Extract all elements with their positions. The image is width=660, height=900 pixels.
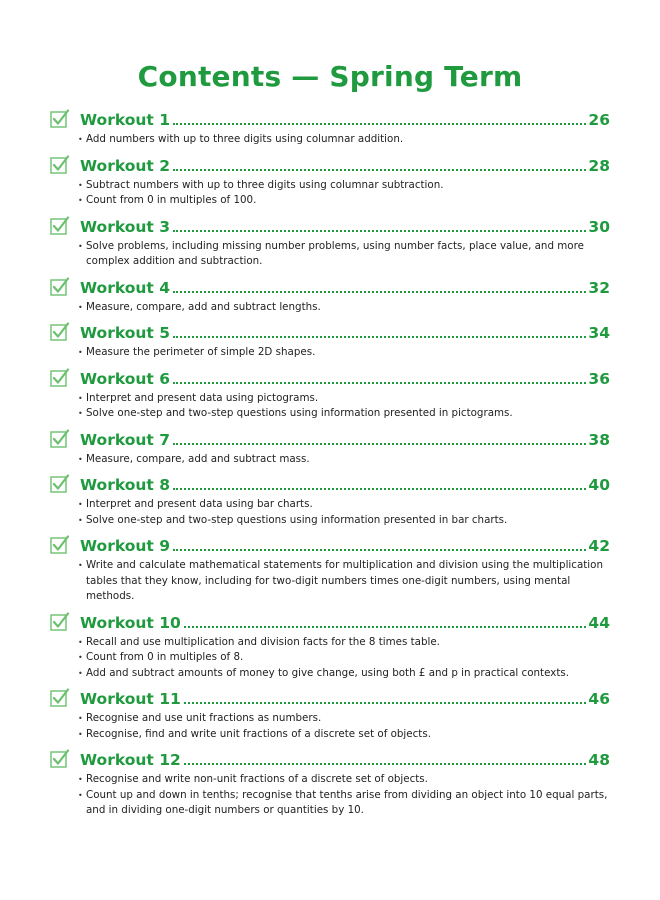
page-number: 32 (588, 278, 610, 297)
checkbox-tick-icon (50, 155, 68, 173)
checkbox-tick-icon (50, 429, 68, 447)
workout-title: Workout 8 (80, 476, 171, 494)
checkbox-tick-icon (50, 474, 68, 492)
objective-item: • Recognise and use unit fractions as numbers. (78, 711, 610, 727)
entry-heading-row (50, 154, 610, 176)
contents-list (50, 108, 610, 825)
workout-title: Workout 7 (80, 430, 171, 449)
objective-item: • Interpret and present data using pictograms. (78, 391, 610, 407)
workout-title: Workout 10 (80, 613, 181, 632)
checkbox-tick-icon (50, 535, 68, 553)
workout-title: Workout 6 (80, 369, 171, 388)
objectives-list (78, 635, 610, 682)
objectives-list (78, 345, 610, 361)
objective-item: • Write and calculate mathematical statements for multiplication and division using the multiplication tables that they know, including for two-digit numbers times one-digit numbers, using mental methods. (78, 558, 610, 605)
objective-item: • Measure the perimeter of simple 2D shapes. (78, 345, 610, 361)
objectives-list (78, 132, 610, 148)
entry-heading-row (50, 534, 610, 556)
objective-item: • Measure, compare, add and subtract lengths. (78, 300, 610, 316)
objective-item: • Subtract numbers with up to three digits using columnar subtraction. (78, 178, 610, 194)
entry-heading-row (50, 215, 610, 237)
workout-title: Workout 11 (80, 690, 181, 708)
page-title: Contents — Spring Term (137, 60, 523, 93)
workout-title: Workout 9 (80, 537, 171, 555)
checkbox-tick-icon (50, 322, 68, 340)
checkbox-tick-icon (50, 749, 68, 767)
dot-leader (173, 548, 586, 551)
dot-leader (173, 335, 586, 338)
dot-leader (173, 487, 586, 490)
checkbox-tick-icon (50, 612, 68, 630)
objectives-list (78, 178, 610, 209)
dot-leader (173, 442, 586, 445)
workout-title: Workout 1 (80, 111, 171, 129)
objective-item: • Add and subtract amounts of money to give change, using both £ and p in practical contexts. (78, 666, 610, 682)
objective-item: • Solve problems, including missing number problems, using number facts, place value, and more complex addition and subtraction. (78, 239, 610, 270)
dot-leader (173, 381, 586, 384)
objectives-list (78, 497, 610, 528)
page-number: 26 (588, 111, 610, 129)
page-number: 30 (588, 217, 610, 236)
objective-item: • Count up and down in tenths; recognise that tenths arise from dividing an object into 10 equal parts, and in dividing one-digit numbers or quantities by 10. (78, 788, 610, 819)
objective-item: • Add numbers with up to three digits using columnar addition. (78, 132, 610, 148)
dot-leader (184, 701, 587, 704)
objective-item: • Recognise, find and write unit fractions of a discrete set of objects. (78, 727, 610, 743)
dot-leader (184, 762, 587, 765)
contents-entry (50, 154, 610, 209)
objective-item: • Solve one-step and two-step questions using information presented in pictograms. (78, 406, 610, 422)
contents-entry (50, 534, 610, 605)
contents-entry (50, 428, 610, 468)
workout-title: Workout 5 (80, 324, 171, 342)
objectives-list (78, 772, 610, 819)
entry-heading-row (50, 748, 610, 770)
workout-title: Workout 3 (80, 217, 171, 236)
workout-title: Workout 2 (80, 156, 171, 175)
objective-item: • Solve one-step and two-step questions using information presented in bar charts. (78, 513, 610, 529)
entry-heading-row (50, 473, 610, 495)
workout-title: Workout 12 (80, 751, 181, 769)
page-number: 28 (588, 156, 610, 175)
contents-entry (50, 611, 610, 682)
page-number: 48 (588, 751, 610, 769)
contents-entry (50, 321, 610, 361)
checkbox-tick-icon (50, 109, 68, 127)
contents-entry (50, 276, 610, 316)
objective-item: • Recall and use multiplication and division facts for the 8 times table. (78, 635, 610, 651)
objectives-list (78, 558, 610, 605)
page-number: 34 (588, 324, 610, 342)
page-number: 38 (588, 430, 610, 449)
entry-heading-row (50, 321, 610, 343)
objectives-list (78, 300, 610, 316)
checkbox-tick-icon (50, 216, 68, 234)
objective-item: • Count from 0 in multiples of 8. (78, 650, 610, 666)
contents-entry (50, 748, 610, 819)
checkbox-tick-icon (50, 277, 68, 295)
dot-leader (184, 625, 587, 628)
checkbox-tick-icon (50, 688, 68, 706)
page-number: 40 (588, 476, 610, 494)
page-number: 44 (588, 613, 610, 632)
page-number: 36 (588, 369, 610, 388)
contents-entry (50, 367, 610, 422)
dot-leader (173, 122, 586, 125)
objectives-list (78, 391, 610, 422)
objective-item: • Interpret and present data using bar charts. (78, 497, 610, 513)
dot-leader (173, 229, 586, 232)
entry-heading-row (50, 687, 610, 709)
objectives-list (78, 711, 610, 742)
entry-heading-row (50, 611, 610, 633)
dot-leader (173, 290, 586, 293)
objective-item: • Recognise and write non-unit fractions of a discrete set of objects. (78, 772, 610, 788)
contents-entry (50, 473, 610, 528)
objective-item: • Measure, compare, add and subtract mass. (78, 452, 610, 468)
dot-leader (173, 168, 586, 171)
entry-heading-row (50, 367, 610, 389)
contents-entry (50, 108, 610, 148)
objective-item: • Count from 0 in multiples of 100. (78, 193, 610, 209)
objectives-list (78, 239, 610, 270)
workout-title: Workout 4 (80, 278, 171, 297)
contents-entry (50, 215, 610, 270)
page-number: 46 (588, 690, 610, 708)
checkbox-tick-icon (50, 368, 68, 386)
objectives-list (78, 452, 610, 468)
entry-heading-row (50, 428, 610, 450)
contents-entry (50, 687, 610, 742)
page-number: 42 (588, 537, 610, 555)
entry-heading-row (50, 108, 610, 130)
entry-heading-row (50, 276, 610, 298)
